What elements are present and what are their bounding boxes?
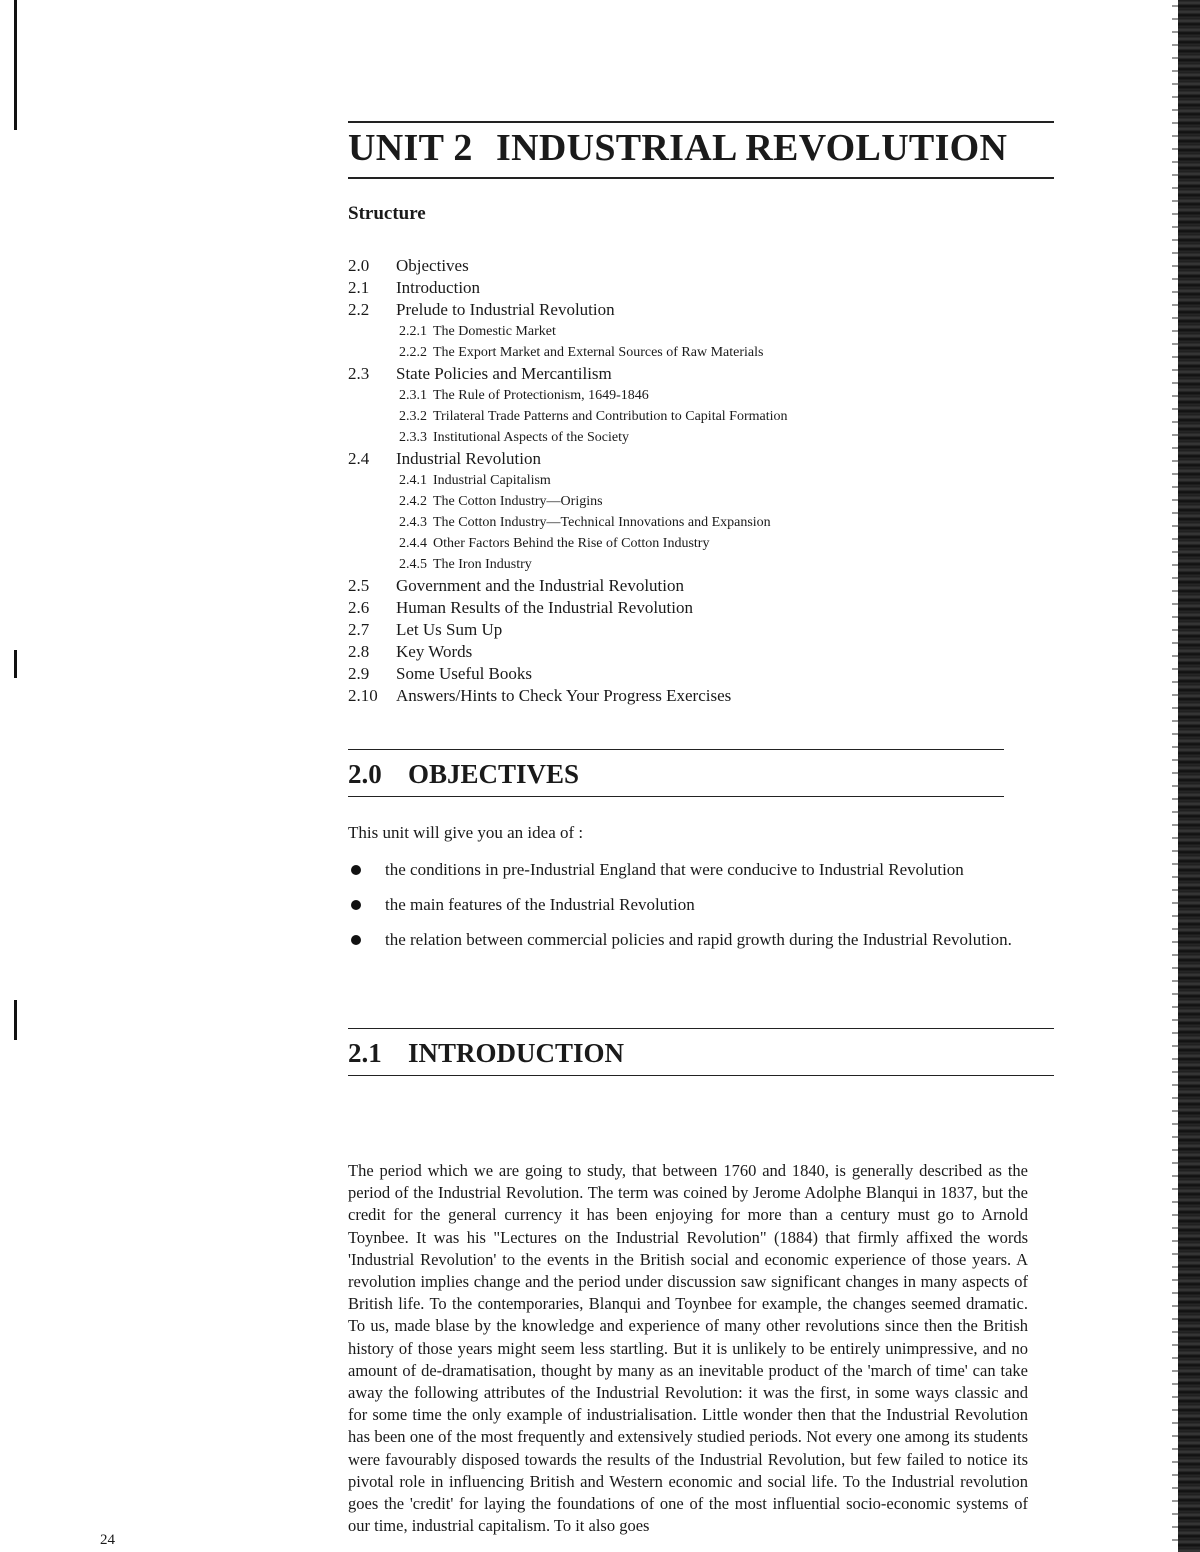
toc-number: 2.3.1 [399, 388, 427, 403]
introduction-paragraph: The period which we are going to study, that between 1760 and 1840, is generally described as the period of the Industrial Revolution. The term was coined by Jerome Adolphe Blanqui in 1837, but the credit for the general currency it has been enjoying for more than a century must go to Arnold Toynbee. It was his "Lectures on the Industrial Revolution" (1884) that firmly affixed the words 'Industrial Revolution' to the events in the British social and economic experience of those years. A revolution implies change and the period under discussion saw significant changes in many aspects of British life. To the contemporaries, Blanqui and Toynbee for example, the changes seemed dramatic. To us, made blase by the knowledge and experience of many other revolutions since then the British history of those years might seem less startling. But it is unlikely to be entirely unimpressive, and no amount of de-dramatisation, thought by many as an inevitable product of the 'march of time' can take away the following attributes of the Industrial Revolution: it was the first, in some ways classic and for some time the only example of industrialisation. Little wonder then that the Industrial Revolution has been one of the most frequently and extensively studied periods. Not every one among its students were favourably disposed towards the results of the Industrial Revolution, but few failed to notice its pivotal role in influencing British and Western economic and social life. To the Industrial revolution goes the 'credit' for laying the foundations of one of the most influential socio-economic systems of our time, industrial capitalism. To it also goes [348, 1161, 1028, 1536]
toc-number: 2.4.1 [399, 473, 427, 488]
objective-text: the relation between commercial policies and rapid growth during the Industrial Revolution. [385, 930, 1012, 949]
toc-number: 2.2.2 [399, 345, 427, 360]
toc-label: State Policies and Mercantilism [396, 364, 612, 383]
toc-number: 2.4 [348, 449, 370, 468]
scan-binding-edge [1178, 0, 1200, 1552]
objectives-list [348, 858, 1028, 963]
toc-item [348, 363, 1048, 385]
objectives-heading [348, 759, 579, 790]
toc-item [348, 575, 1048, 597]
introduction-top-rule [348, 1028, 1054, 1029]
objectives-top-rule [348, 749, 1004, 750]
toc-item [348, 597, 1048, 619]
title-top-rule [348, 121, 1054, 123]
toc-label: Industrial Revolution [396, 449, 541, 468]
toc-item [348, 277, 1048, 299]
objectives-intro: This unit will give you an idea of : [348, 823, 584, 842]
toc-number: 2.4.3 [399, 515, 427, 530]
toc-item [348, 619, 1048, 641]
toc-number: 2.6 [348, 598, 370, 617]
toc-subitem [348, 491, 1048, 512]
scan-margin-bar [14, 0, 17, 130]
toc-label: Institutional Aspects of the Society [433, 430, 629, 445]
toc-label: The Rule of Protectionism, 1649-1846 [433, 388, 649, 403]
toc-subitem [348, 385, 1048, 406]
toc-number: 2.4.2 [399, 494, 427, 509]
objective-item [348, 928, 1028, 951]
toc-label: Human Results of the Industrial Revolution [396, 598, 693, 617]
introduction-title: INTRODUCTION [408, 1038, 625, 1068]
toc-label: Answers/Hints to Check Your Progress Exercises [396, 686, 732, 705]
toc-label: Let Us Sum Up [396, 620, 503, 639]
toc-label: Key Words [396, 642, 473, 661]
toc-number: 2.3.2 [399, 409, 427, 424]
toc-number: 2.4.4 [399, 536, 427, 551]
introduction-number: 2.1 [348, 1038, 382, 1068]
toc-number: 2.0 [348, 256, 370, 275]
toc-label: Objectives [396, 256, 469, 275]
table-of-contents [348, 255, 1048, 707]
scan-margin-bar [14, 1000, 17, 1040]
toc-subitem [348, 427, 1048, 448]
toc-subitem [348, 554, 1048, 575]
scan-margin-bar [14, 650, 17, 678]
structure-heading: Structure [348, 203, 426, 224]
toc-label: Prelude to Industrial Revolution [396, 300, 615, 319]
objective-item [348, 858, 1028, 881]
objectives-title: OBJECTIVES [408, 759, 580, 789]
toc-number: 2.2.1 [399, 324, 427, 339]
toc-label: Industrial Capitalism [433, 473, 551, 488]
toc-item [348, 448, 1048, 470]
toc-number: 2.8 [348, 642, 370, 661]
toc-label: Other Factors Behind the Rise of Cotton Industry [433, 536, 710, 551]
toc-label: Government and the Industrial Revolution [396, 576, 684, 595]
toc-number: 2.4.5 [399, 557, 427, 572]
toc-subitem [348, 406, 1048, 427]
toc-label: The Cotton Industry—Technical Innovations and Expansion [433, 515, 771, 530]
bullet-icon [351, 935, 361, 945]
toc-item [348, 685, 1048, 707]
toc-item [348, 641, 1048, 663]
toc-subitem [348, 512, 1048, 533]
toc-label: The Iron Industry [433, 557, 532, 572]
title-bottom-rule [348, 177, 1054, 179]
toc-item [348, 663, 1048, 685]
toc-label: Some Useful Books [396, 664, 532, 683]
toc-number: 2.10 [348, 686, 378, 705]
toc-number: 2.3.3 [399, 430, 427, 445]
toc-label: Introduction [396, 278, 481, 297]
unit-title [348, 126, 1007, 170]
unit-title-text: INDUSTRIAL REVOLUTION [496, 127, 1008, 169]
toc-subitem [348, 533, 1048, 554]
toc-label: The Export Market and External Sources of Raw Materials [433, 345, 764, 360]
objective-text: the main features of the Industrial Revolution [385, 895, 695, 914]
unit-number: UNIT 2 [348, 127, 473, 169]
toc-subitem [348, 342, 1048, 363]
objective-text: the conditions in pre-Industrial England that were conducive to Industrial Revolution [385, 860, 964, 879]
objectives-number: 2.0 [348, 759, 382, 789]
toc-number: 2.2 [348, 300, 370, 319]
toc-number: 2.3 [348, 364, 370, 383]
introduction-bottom-rule [348, 1075, 1054, 1076]
toc-number: 2.5 [348, 576, 370, 595]
toc-number: 2.1 [348, 278, 370, 297]
toc-label: Trilateral Trade Patterns and Contribution to Capital Formation [433, 409, 788, 424]
objectives-bottom-rule [348, 796, 1004, 797]
toc-number: 2.9 [348, 664, 370, 683]
toc-number: 2.7 [348, 620, 370, 639]
introduction-heading [348, 1038, 624, 1069]
toc-label: The Domestic Market [433, 324, 556, 339]
page-number: 24 [100, 1532, 115, 1548]
bullet-icon [351, 865, 361, 875]
toc-label: The Cotton Industry—Origins [433, 494, 603, 509]
objective-item [348, 893, 1028, 916]
toc-item [348, 255, 1048, 277]
toc-subitem [348, 470, 1048, 491]
toc-subitem [348, 321, 1048, 342]
bullet-icon [351, 900, 361, 910]
toc-item [348, 299, 1048, 321]
